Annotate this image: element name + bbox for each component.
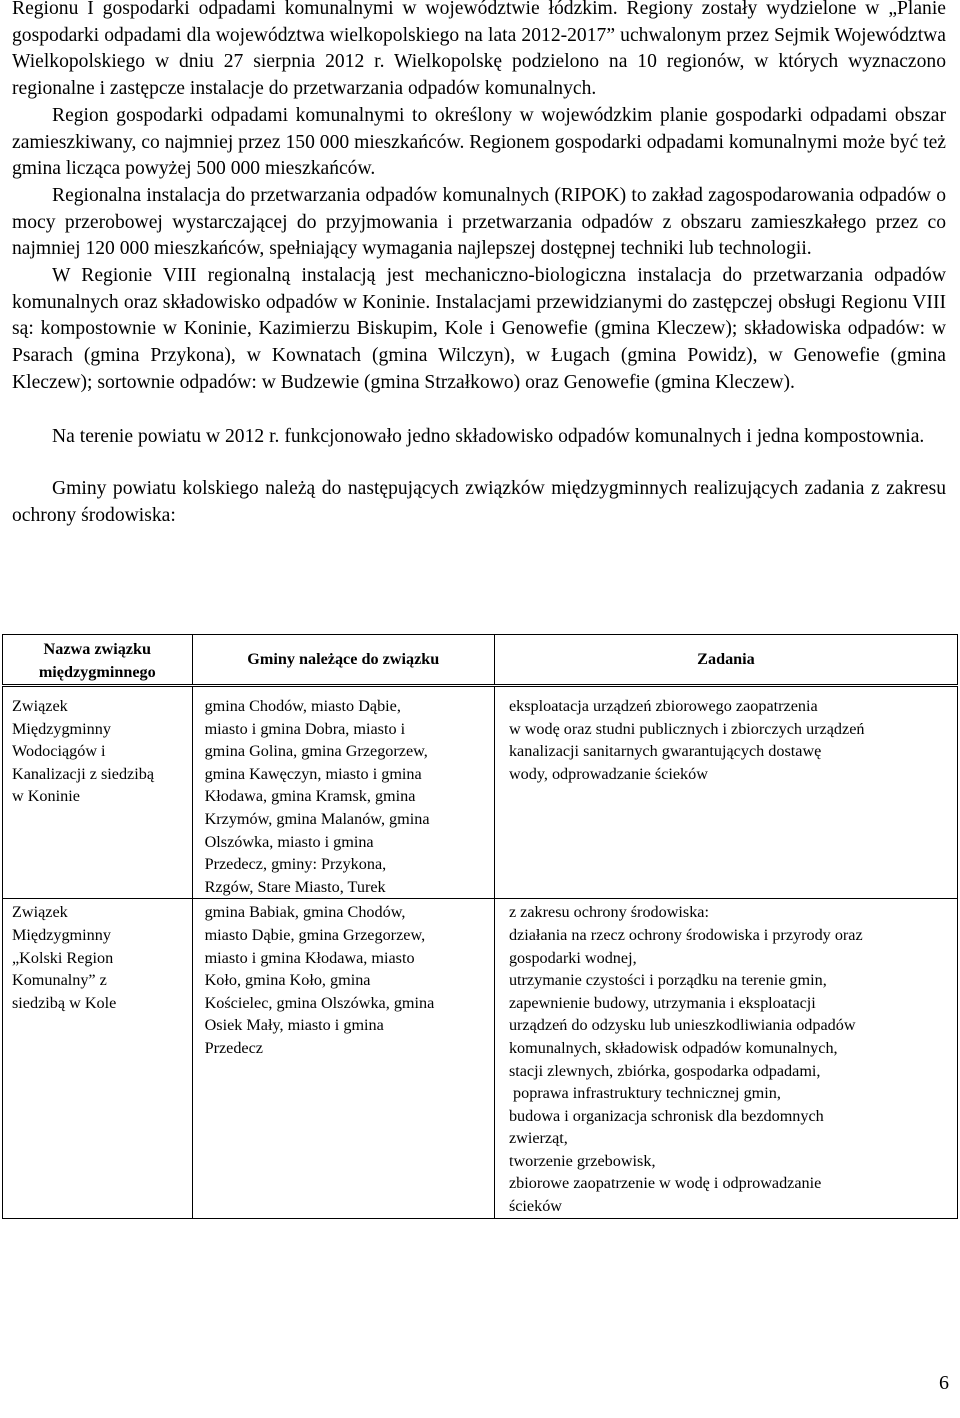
cell-line: kanalizacji sanitarnych gwarantujących dostawę xyxy=(508,742,822,761)
cell-line: Komunalny” z xyxy=(12,971,107,990)
paragraph-regions-intro: Regionu I gospodarki odpadami komunalnymi w województwie łódzkim. Regiony zostały wydzielone w „Planie gospodarki odpadami dla województwa wielkopolskiego na lata 2012-2017” uchwalonym przez Sejmik Województwa Wielkopolskiego w dniu 27 sierpnia 2012 r. Wielkopolskę podzielono na 10 regionów, w których wyznaczono regionalne i zastępcze instalacje do przetwarzania odpadów komunalnych. xyxy=(12,0,946,100)
cell-line: Krzymów, gmina Malanów, gmina xyxy=(204,809,430,828)
paragraph-unions-intro: Gminy powiatu kolskiego należą do następujących związków międzygminnych realizujących zadania z zakresu ochrony środowiska: xyxy=(12,478,946,526)
table-row xyxy=(3,686,958,899)
cell-line: gmina Babiak, gmina Chodów, xyxy=(204,903,406,922)
cell-line: stacji zlewnych, zbiórka, gospodarka odpadami, xyxy=(508,1061,821,1080)
cell-union-name xyxy=(3,686,193,899)
cell-line: gmina Kawęczyn, miasto i gmina xyxy=(204,764,422,783)
cell-line: siedzibą w Kole xyxy=(12,993,117,1012)
cell-tasks xyxy=(494,686,957,899)
cell-line: Związek xyxy=(12,697,68,715)
paragraph-region-definition: Region gospodarki odpadami komunalnymi to określony w wojewódzkim planie gospodarki odpadami obszar zamieszkiwany, co najmniej przez 150 000 mieszkańców. Regionem gospodarki odpadami komunalnymi może być też gmina licząca powyżej 500 000 mieszkańców. xyxy=(12,104,946,180)
cell-communes xyxy=(192,686,494,899)
cell-line: Kościelec, gmina Olszówka, gmina xyxy=(204,993,435,1012)
cell-line: Olszówka, miasto i gmina xyxy=(204,832,374,851)
cell-line: w Koninie xyxy=(12,787,80,806)
document-page xyxy=(12,0,946,530)
table-header-row xyxy=(3,635,958,686)
cell-line: działania na rzecz ochrony środowiska i przyrody oraz xyxy=(508,925,863,944)
header-union-name-line: Nazwa związku xyxy=(43,640,152,659)
header-union-name xyxy=(3,635,193,686)
unions-table xyxy=(2,634,958,1219)
cell-line: miasto i gmina Kłodawa, miasto xyxy=(204,948,415,967)
page-number: 6 xyxy=(939,1372,949,1394)
cell-line: miasto i gmina Dobra, miasto i xyxy=(204,719,406,738)
cell-line: Związek xyxy=(12,903,68,922)
cell-line: Kłodawa, gmina Kramsk, gmina xyxy=(204,787,416,806)
header-tasks: Zadania xyxy=(494,635,957,686)
cell-line: Rzgów, Stare Miasto, Turek xyxy=(204,877,386,896)
cell-line: gospodarki wodnej, xyxy=(508,948,637,967)
cell-line: Wodociągów i xyxy=(12,742,106,761)
cell-line: eksploatacja urządzeń zbiorowego zaopatrzenia xyxy=(508,697,818,715)
cell-line: Kanalizacji z siedzibą xyxy=(12,764,155,783)
cell-line: Przedecz xyxy=(204,1038,263,1057)
cell-line: Międzygminny xyxy=(12,925,111,944)
cell-line: Międzygminny xyxy=(12,719,111,738)
paragraph-ripok-definition: Regionalna instalacja do przetwarzania odpadów komunalnych (RIPOK) to zakład zagospodarowania odpadów o mocy przerobowej wystarczającej do przyjmowania i przetwarzania odpadów z obszaru zamieszkałego przez co najmniej 120 000 mieszkańców, spełniający wymagania najlepszej dostępnej techniki lub technologii. xyxy=(12,184,946,260)
cell-line: tworzenie grzebowisk, xyxy=(508,1151,656,1170)
cell-line: gmina Chodów, miasto Dąbie, xyxy=(204,697,401,715)
cell-line: Osiek Mały, miasto i gmina xyxy=(204,1016,384,1035)
cell-line: w wodę oraz studni publicznych i zbiorczych urządzeń xyxy=(508,719,865,738)
cell-line: Koło, gmina Koło, gmina xyxy=(204,971,371,990)
header-communes: Gminy należące do związku xyxy=(192,635,494,686)
cell-communes xyxy=(192,899,494,1218)
cell-line: wody, odprowadzanie ścieków xyxy=(508,764,708,783)
paragraph-landfill-2012: Na terenie powiatu w 2012 r. funkcjonowało jedno składowisko odpadów komunalnych i jedna kompostownia. xyxy=(52,425,925,447)
cell-tasks xyxy=(494,899,957,1218)
cell-line: z zakresu ochrony środowiska: xyxy=(508,903,709,922)
cell-line: gmina Golina, gmina Grzegorzew, xyxy=(204,742,428,761)
paragraph-region-viii: W Regionie VIII regionalną instalacją jest mechaniczno-biologiczna instalacja do przetwarzania odpadów komunalnych oraz składowisko odpadów w Koninie. Instalacjami przewidzianymi do zastępczej obsługi Regionu VIII są: kompostownie w Koninie, Kazimierzu Biskupim, Kole i Genowefie (gmina Kleczew); składowiska odpadów: w Psarach (gmina Przykona), w Kownatach (gmina Wilczyn), w Ługach (gmina Powidz), w Genowefie (gmina Kleczew); sortownie odpadów: w Budzewie (gmina Strzałkowo) oraz Genowefie (gmina Kleczew). xyxy=(12,265,946,393)
cell-line: urządzeń do odzysku lub unieszkodliwiania odpadów xyxy=(508,1016,856,1035)
cell-union-name xyxy=(3,899,193,1218)
cell-line: komunalnych, składowisk odpadów komunalnych, xyxy=(508,1038,838,1057)
table-row xyxy=(3,899,958,1218)
cell-line: Przedecz, gminy: Przykona, xyxy=(204,855,387,874)
cell-line: utrzymanie czystości i porządku na terenie gmin, xyxy=(508,971,827,990)
cell-line: poprawa infrastruktury technicznej gmin, xyxy=(508,1084,781,1103)
cell-line: zapewnienie budowy, utrzymania i eksploatacji xyxy=(508,993,816,1012)
cell-line: miasto Dąbie, gmina Grzegorzew, xyxy=(204,925,426,944)
cell-line: budowa i organizacja schronisk dla bezdomnych xyxy=(508,1106,824,1125)
cell-line: zwierząt, xyxy=(508,1129,568,1148)
cell-line: ścieków xyxy=(508,1197,562,1216)
cell-line: „Kolski Region xyxy=(12,948,114,967)
cell-line: zbiorowe zaopatrzenie w wodę i odprowadzanie xyxy=(508,1174,822,1193)
header-union-name-line: międzygminnego xyxy=(38,663,156,681)
